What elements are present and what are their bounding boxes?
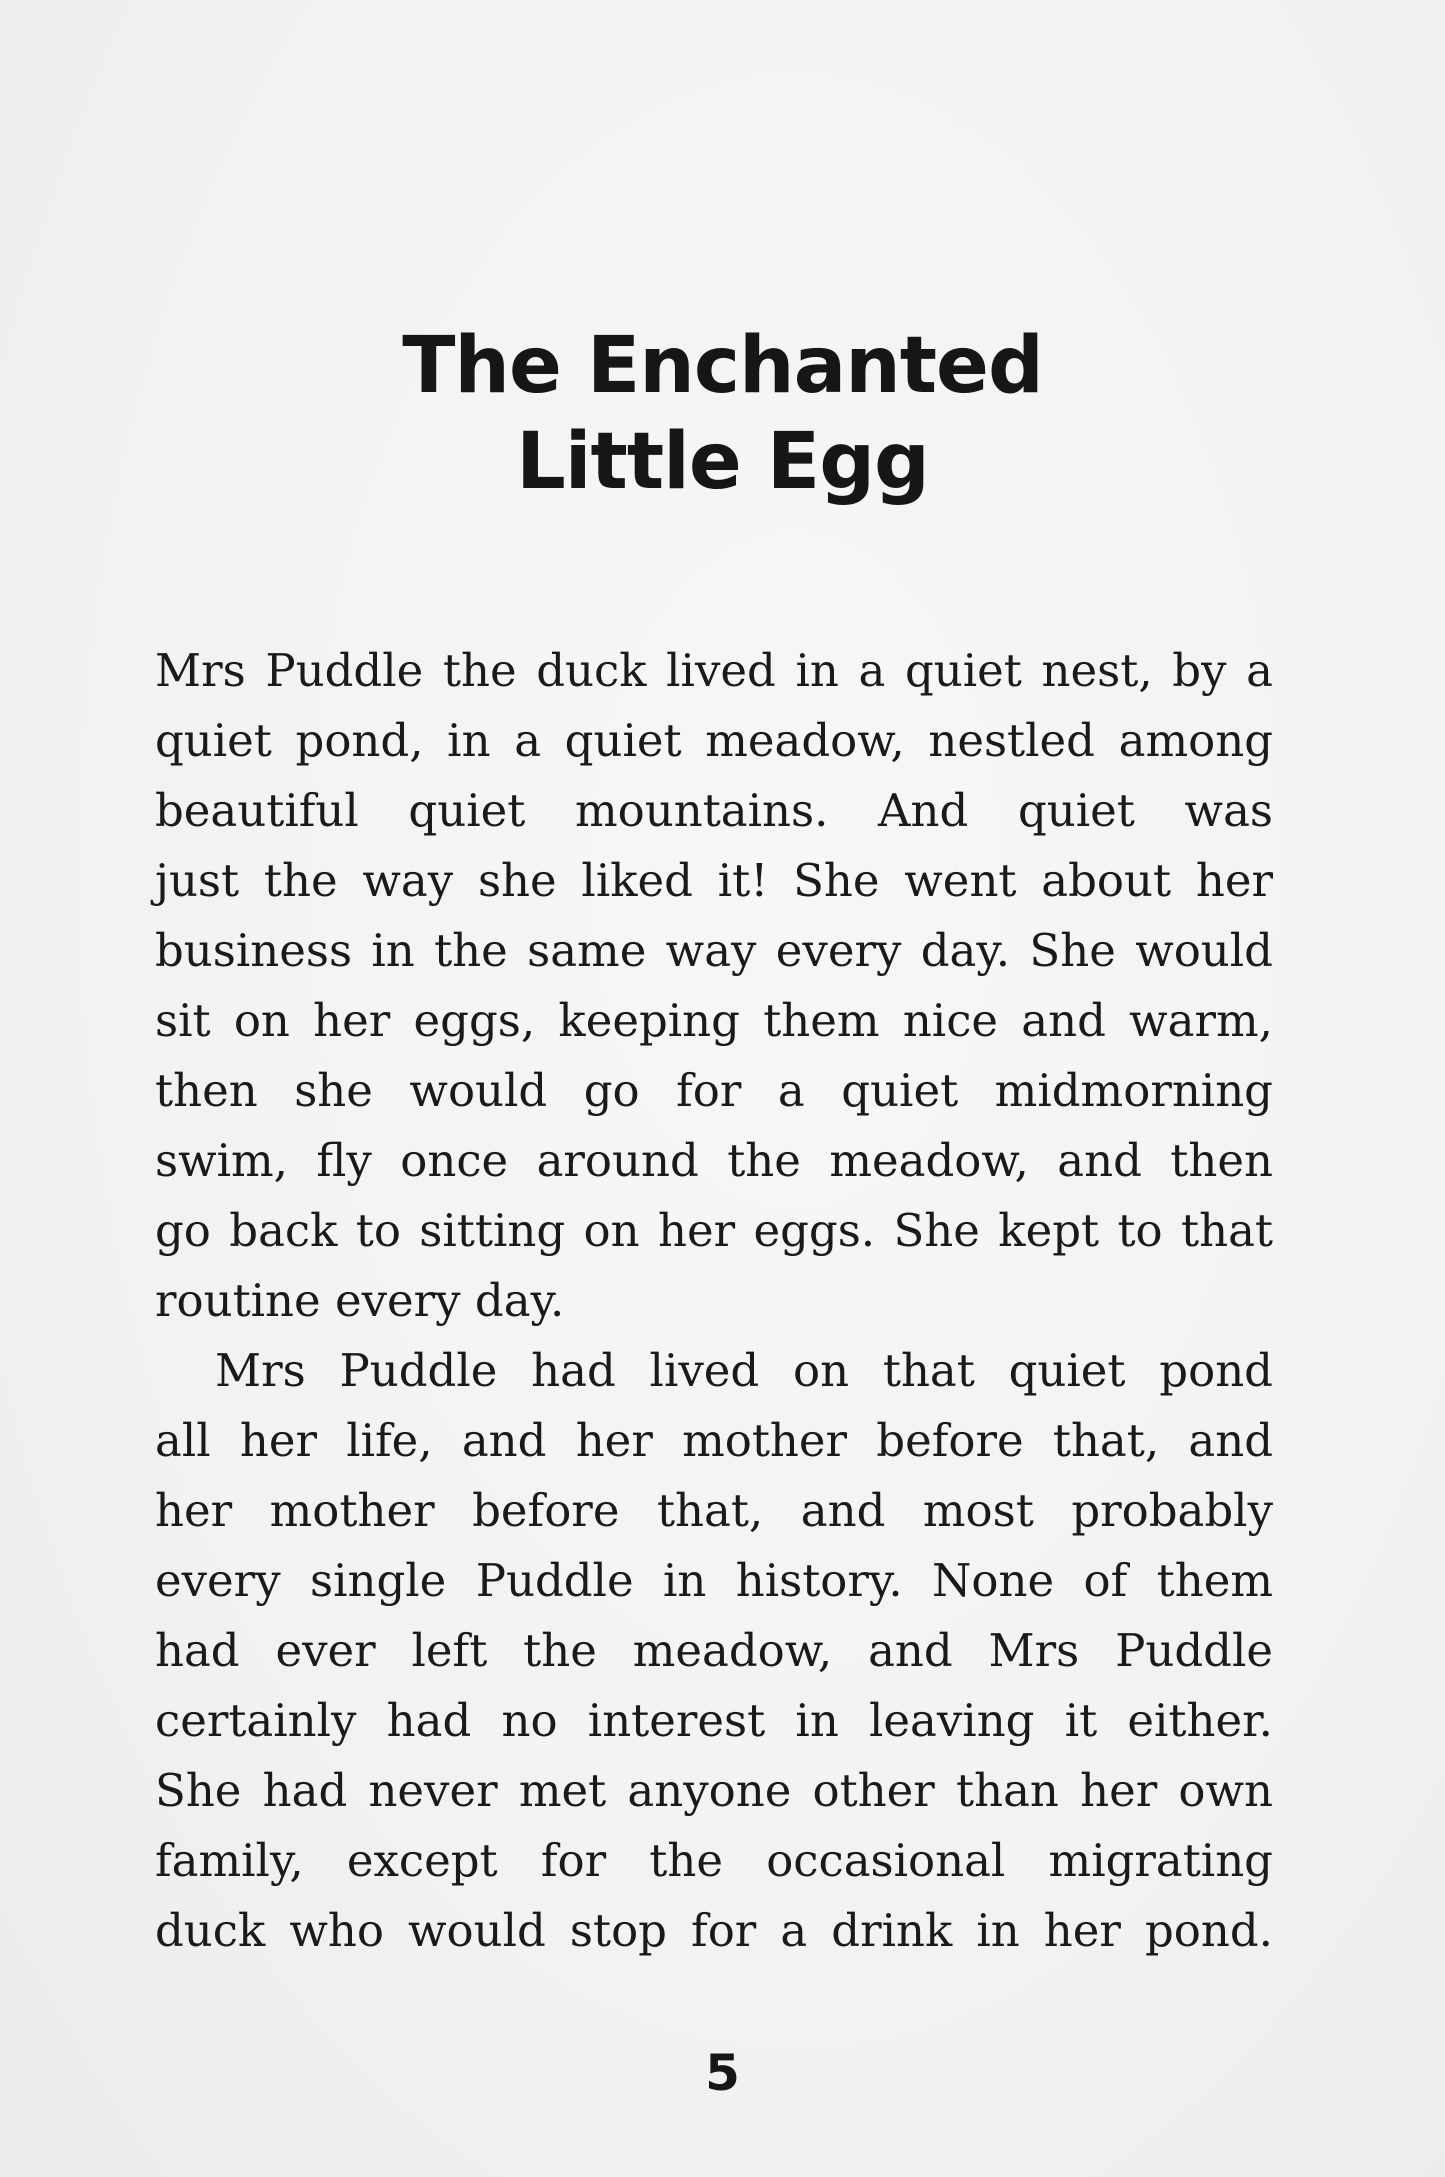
text-line: She had never met anyone other than her own <box>155 1764 1273 1817</box>
text-line: beautiful quiet mountains. And quiet was <box>155 784 1273 837</box>
paragraph-1 <box>155 636 1273 1336</box>
text-line: all her life, and her mother before that, and <box>155 1414 1273 1467</box>
text-line: just the way she liked it! She went about her <box>155 854 1273 907</box>
chapter-title-line-1: The Enchanted <box>402 321 1043 411</box>
text-line: Mrs Puddle the duck lived in a quiet nest, by a <box>155 644 1273 697</box>
text-line: had ever left the meadow, and Mrs Puddle <box>155 1624 1273 1677</box>
text-line: quiet pond, in a quiet meadow, nestled among <box>155 714 1273 767</box>
text-line: then she would go for a quiet midmorning <box>155 1064 1273 1117</box>
page-number: 5 <box>705 2044 740 2102</box>
chapter-title <box>0 318 1445 510</box>
text-line: every single Puddle in history. None of them <box>155 1554 1273 1607</box>
text-line: duck who would stop for a drink in her pond. <box>155 1904 1273 1957</box>
text-line: certainly had no interest in leaving it either. <box>155 1694 1273 1747</box>
text-line: go back to sitting on her eggs. She kept to that <box>155 1204 1273 1257</box>
text-line: Mrs Puddle had lived on that quiet pond <box>215 1344 1273 1397</box>
text-line: swim, fly once around the meadow, and then <box>155 1134 1273 1187</box>
text-line: sit on her eggs, keeping them nice and warm, <box>155 994 1273 1047</box>
text-line: business in the same way every day. She would <box>155 924 1273 977</box>
text-line: routine every day. <box>155 1274 565 1327</box>
chapter-title-line-2: Little Egg <box>516 417 929 507</box>
paragraph-2 <box>155 1336 1273 1966</box>
text-line: family, except for the occasional migrating <box>155 1834 1273 1887</box>
story-text <box>155 636 1273 1966</box>
text-line: her mother before that, and most probably <box>155 1484 1273 1537</box>
